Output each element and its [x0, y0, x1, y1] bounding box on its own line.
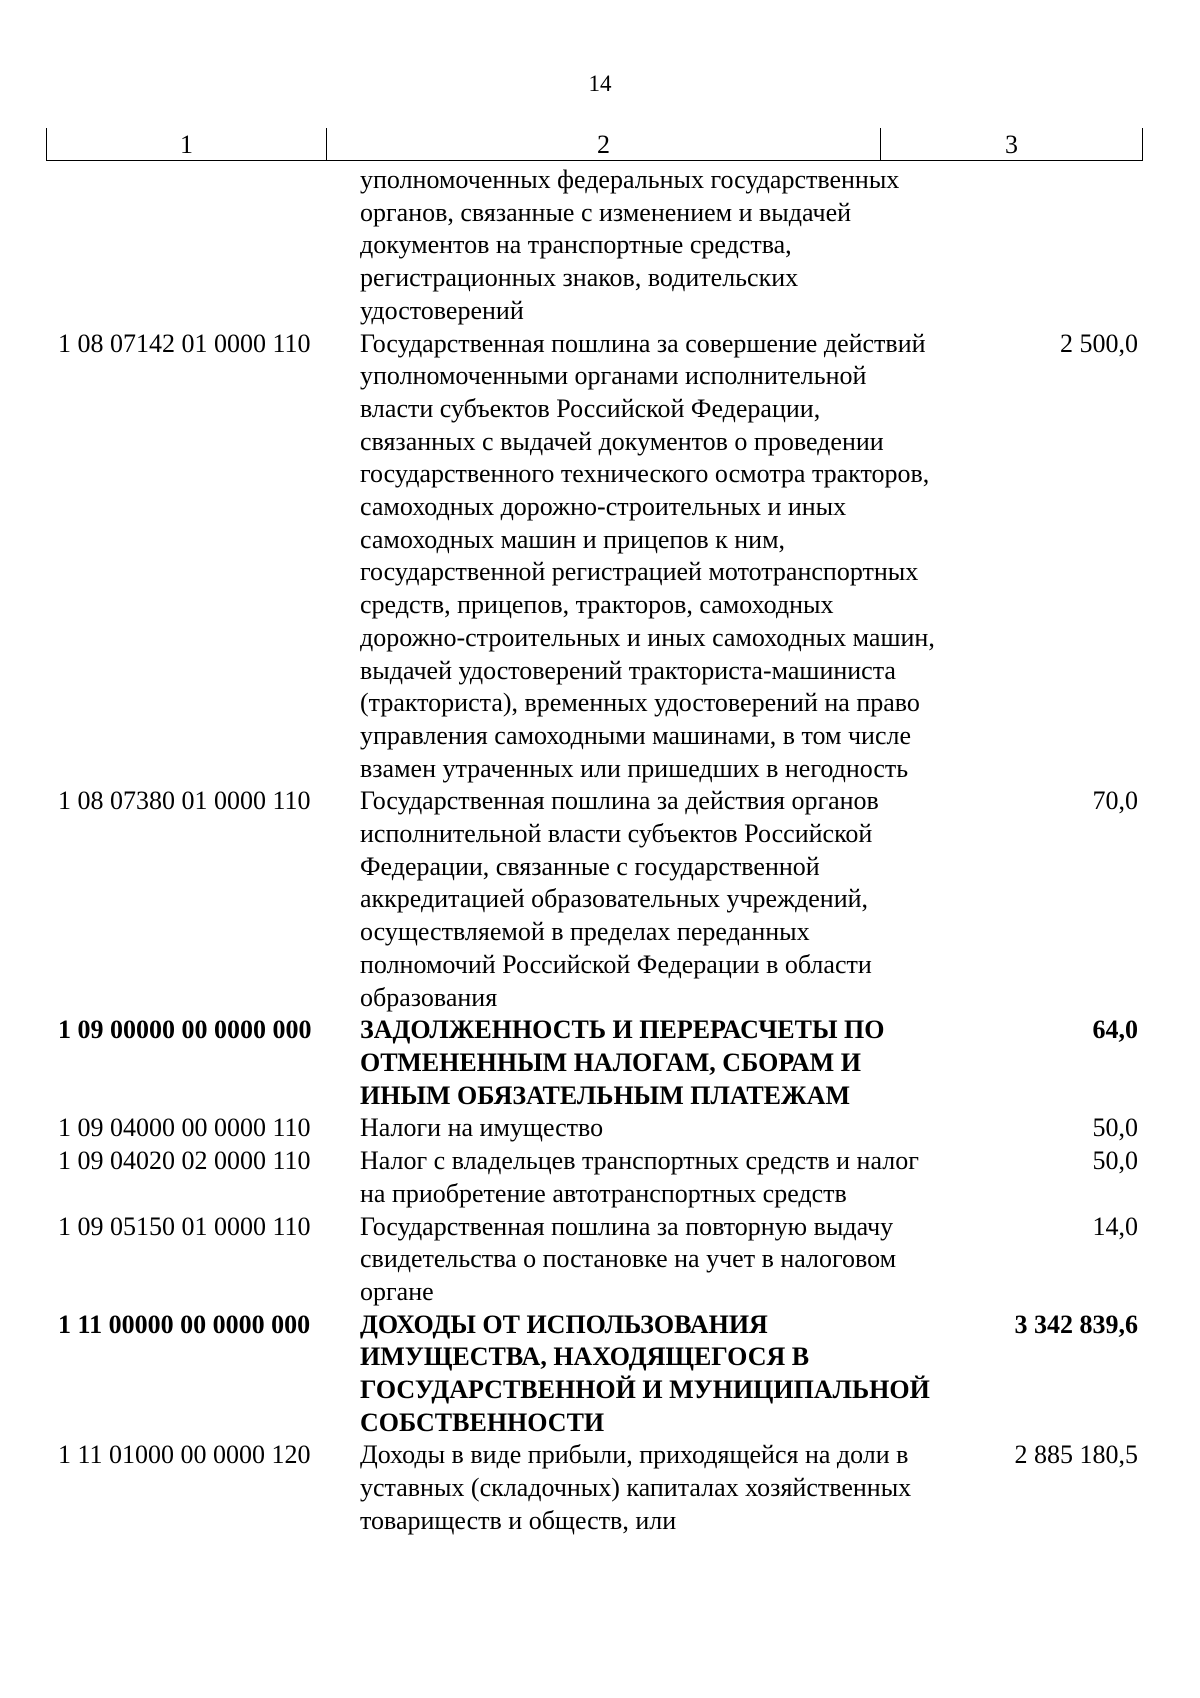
revenue-description: Государственная пошлина за действия органов исполнительной власти субъектов Российской Федерации, связанные с государственной аккредитацией образовательных учреждений, осуществляемой в пределах переданных полномочий Российской Федерации в области образования: [360, 786, 879, 1012]
revenue-description: уполномоченных федеральных государственных органов, связанные с изменением и выдачей документов на транспортные средства, регистрационных знаков, водительских удостоверений: [360, 165, 900, 325]
table-row: [0, 1309, 1200, 1440]
revenue-description: ДОХОДЫ ОТ ИСПОЛЬЗОВАНИЯ ИМУЩЕСТВА, НАХОДЯЩЕГОСЯ В ГОСУДАРСТВЕННОЙ И МУНИЦИПАЛЬНОЙ СОБСТВЕННОСТИ: [360, 1309, 930, 1437]
amount-value: [940, 164, 1138, 328]
amount-value: 64,0: [1092, 1015, 1138, 1045]
column-divider: [1142, 128, 1143, 160]
table-row: [0, 1112, 1200, 1145]
page-number: 14: [588, 71, 612, 96]
revenue-description: ЗАДОЛЖЕННОСТЬ И ПЕРЕРАСЧЕТЫ ПО ОТМЕНЕННЫМ НАЛОГАМ, СБОРАМ И ИНЫМ ОБЯЗАТЕЛЬНЫМ ПЛАТЕЖАМ: [360, 1015, 885, 1110]
amount-value: 70,0: [1092, 786, 1138, 816]
budget-code: 1 09 04020 02 0000 110: [58, 1146, 311, 1176]
amount-value: 50,0: [1092, 1146, 1138, 1176]
budget-code: 1 09 05150 01 0000 110: [58, 1211, 311, 1241]
table-row: [0, 164, 1200, 328]
budget-table-body: [0, 164, 1200, 1538]
revenue-description: Налог с владельцев транспортных средств и налог на приобретение автотранспортных средств: [360, 1146, 919, 1208]
table-row: [0, 328, 1200, 786]
table-row: [0, 1014, 1200, 1112]
budget-code: 1 08 07380 01 0000 110: [58, 786, 311, 816]
column-header-name: 2: [597, 130, 610, 159]
amount-value: 2 500,0: [1060, 328, 1138, 358]
column-header-code: 1: [180, 130, 193, 159]
table-row: [0, 1439, 1200, 1537]
revenue-description: Государственная пошлина за совершение действий уполномоченными органами исполнительной власти субъектов Российской Федерации, связанных с выдачей документов о проведении государственного технического осмотра тракторов, самоходных дорожно-строительных и иных самоходных машин и прицепов к ним, государственной регистрацией мототранспортных средств, прицепов, тракторов, самоходных дорожно-строительных и иных самоходных машин, выдачей удостоверений тракториста-машиниста (тракториста), временных удостоверений на право управления самоходными машинами, в том числе взамен утраченных или пришедших в негодность: [360, 328, 935, 783]
revenue-description: Государственная пошлина за повторную выдачу свидетельства о постановке на учет в налоговом органе: [360, 1211, 897, 1306]
table-row: [0, 1211, 1200, 1309]
budget-code: 1 11 01000 00 0000 120: [58, 1440, 311, 1470]
amount-value: 2 885 180,5: [1014, 1440, 1138, 1470]
amount-value: 3 342 839,6: [1014, 1309, 1138, 1339]
revenue-description: Доходы в виде прибыли, приходящейся на доли в уставных (складочных) капиталах хозяйственных товариществ и обществ, или: [360, 1440, 912, 1535]
table-row: [0, 785, 1200, 1014]
revenue-description: Налоги на имущество: [360, 1113, 604, 1143]
amount-value: 14,0: [1092, 1211, 1138, 1241]
budget-code: 1 09 00000 00 0000 000: [58, 1015, 312, 1045]
budget-code: 1 11 00000 00 0000 000: [58, 1309, 311, 1339]
table-header: [46, 128, 1143, 161]
column-header-amount: 3: [1005, 130, 1018, 159]
budget-code: 1 08 07142 01 0000 110: [58, 328, 311, 358]
budget-code: 1 09 04000 00 0000 110: [58, 1113, 311, 1143]
amount-value: 50,0: [1092, 1113, 1138, 1143]
table-row: [0, 1145, 1200, 1210]
